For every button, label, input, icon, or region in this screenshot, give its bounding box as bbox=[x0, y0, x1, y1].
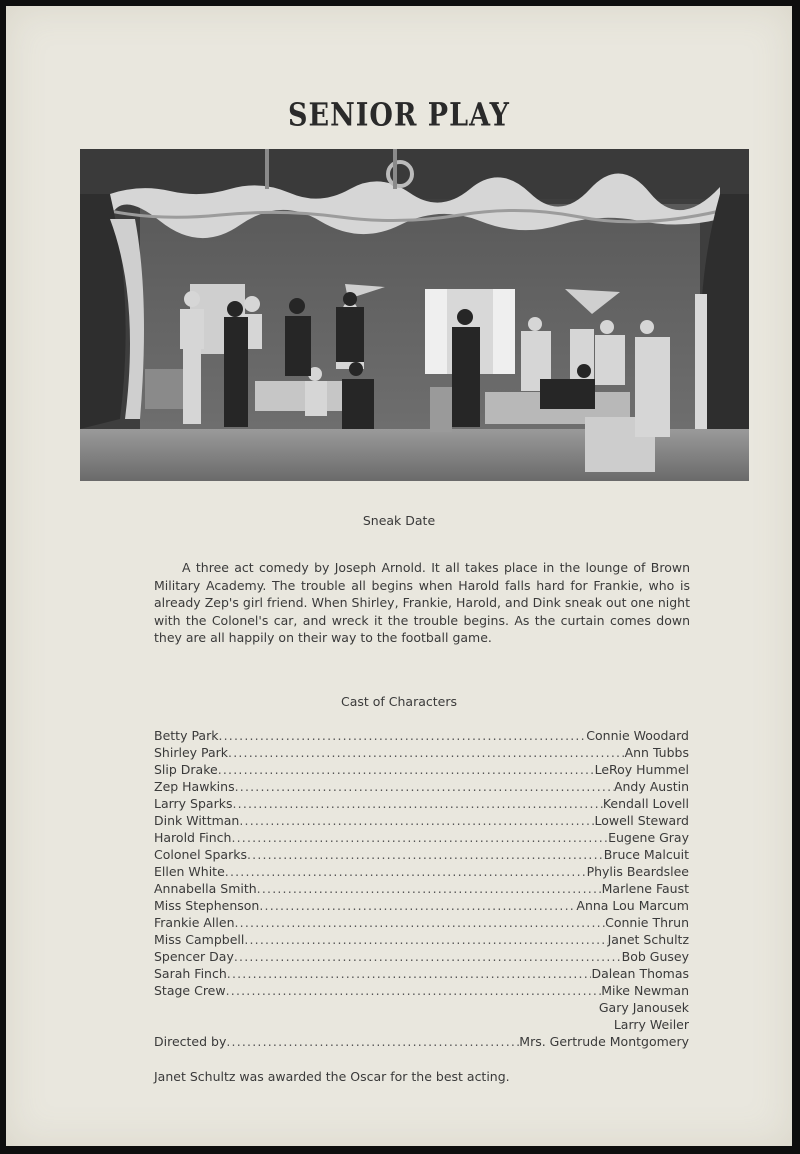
leader-dots bbox=[226, 1033, 519, 1050]
leader-dots bbox=[244, 931, 607, 948]
cast-row bbox=[154, 778, 689, 795]
photo-caption: Sneak Date bbox=[362, 513, 436, 528]
cast-actor: Lowell Steward bbox=[594, 813, 689, 828]
cast-actor: Dalean Thomas bbox=[591, 966, 689, 981]
leader-dots bbox=[247, 846, 604, 863]
cast-role: Colonel Sparks bbox=[154, 847, 247, 862]
cast-actor: Bruce Malcuit bbox=[603, 847, 689, 862]
cast-row bbox=[154, 812, 689, 829]
leader-dots bbox=[234, 948, 622, 965]
cast-actor: Mike Newman bbox=[601, 983, 689, 998]
stage-photo bbox=[80, 149, 749, 481]
cast-row bbox=[154, 931, 689, 948]
leader-dots bbox=[228, 744, 625, 761]
cast-role: Directed by bbox=[154, 1034, 227, 1049]
cast-list bbox=[154, 727, 689, 1050]
cast-row bbox=[154, 982, 689, 999]
cast-actor: Mrs. Gertrude Montgomery bbox=[519, 1034, 689, 1049]
cast-row bbox=[154, 846, 689, 863]
yearbook-page bbox=[6, 6, 792, 1146]
cast-heading: Cast of Characters bbox=[340, 694, 458, 709]
cast-role: Miss Campbell bbox=[154, 932, 245, 947]
cast-row bbox=[154, 761, 689, 778]
leader-dots bbox=[226, 982, 602, 999]
cast-row bbox=[154, 914, 689, 931]
cast-role: Ellen White bbox=[154, 864, 225, 879]
cast-actor: Connie Woodard bbox=[586, 728, 689, 743]
cast-actor: Andy Austin bbox=[613, 779, 689, 794]
cast-role: Sarah Finch bbox=[154, 966, 227, 981]
stage-crew-extra-row bbox=[154, 999, 689, 1016]
cast-actor: Marlene Faust bbox=[601, 881, 689, 896]
award-note: Janet Schultz was awarded the Oscar for the best acting. bbox=[154, 1069, 510, 1084]
cast-row bbox=[154, 829, 689, 846]
cast-role: Frankie Allen bbox=[154, 915, 235, 930]
leader-dots bbox=[227, 965, 592, 982]
leader-dots bbox=[232, 795, 602, 812]
cast-role: Slip Drake bbox=[154, 762, 218, 777]
cast-actor: Bob Gusey bbox=[621, 949, 689, 964]
cast-row bbox=[154, 727, 689, 744]
cast-role: Dink Wittman bbox=[154, 813, 240, 828]
cast-role: Harold Finch bbox=[154, 830, 232, 845]
leader-dots bbox=[239, 812, 594, 829]
director-row bbox=[154, 1033, 689, 1050]
leader-dots bbox=[259, 897, 576, 914]
play-description: A three act comedy by Joseph Arnold. It all takes place in the lounge of Brown Military Academy. The trouble all begins when Harold falls hard for Frankie, who is already Zep's girl friend. When Shirley, Frankie, Harold, and Dink sneak out one night with the Colonel's car, and wreck it the trouble begins. As the curtain comes down they are all happily on their way to the football game. bbox=[154, 560, 690, 646]
cast-role: Spencer Day bbox=[154, 949, 234, 964]
cast-actor: Kendall Lovell bbox=[602, 796, 689, 811]
leader-dots bbox=[235, 914, 606, 931]
leader-dots bbox=[257, 880, 602, 897]
cast-actor: Gary Janousek bbox=[598, 1000, 689, 1015]
leader-dots bbox=[218, 761, 595, 778]
cast-actor: Phylis Beardslee bbox=[586, 864, 689, 879]
cast-role: Larry Sparks bbox=[154, 796, 233, 811]
cast-row bbox=[154, 863, 689, 880]
cast-role: Betty Park bbox=[154, 728, 219, 743]
cast-role: Miss Stephenson bbox=[154, 898, 260, 913]
leader-dots bbox=[225, 863, 587, 880]
cast-row bbox=[154, 795, 689, 812]
cast-actor: Eugene Gray bbox=[608, 830, 689, 845]
cast-role: Zep Hawkins bbox=[154, 779, 235, 794]
cast-row bbox=[154, 897, 689, 914]
cast-actor: Connie Thrun bbox=[605, 915, 689, 930]
leader-dots bbox=[235, 778, 614, 795]
cast-row bbox=[154, 744, 689, 761]
cast-row bbox=[154, 965, 689, 982]
cast-role: Annabella Smith bbox=[154, 881, 257, 896]
cast-actor: Janet Schultz bbox=[607, 932, 689, 947]
cast-actor: LeRoy Hummel bbox=[594, 762, 689, 777]
cast-role: Stage Crew bbox=[154, 983, 226, 998]
cast-actor: Larry Weiler bbox=[613, 1017, 689, 1032]
leader-dots bbox=[231, 829, 608, 846]
cast-actor: Anna Lou Marcum bbox=[576, 898, 689, 913]
page-title: SENIOR PLAY bbox=[288, 97, 510, 134]
cast-row bbox=[154, 948, 689, 965]
cast-row bbox=[154, 880, 689, 897]
cast-actor: Ann Tubbs bbox=[624, 745, 689, 760]
cast-role: Shirley Park bbox=[154, 745, 229, 760]
leader-dots bbox=[218, 727, 586, 744]
stage-crew-extra-row bbox=[154, 1016, 689, 1033]
